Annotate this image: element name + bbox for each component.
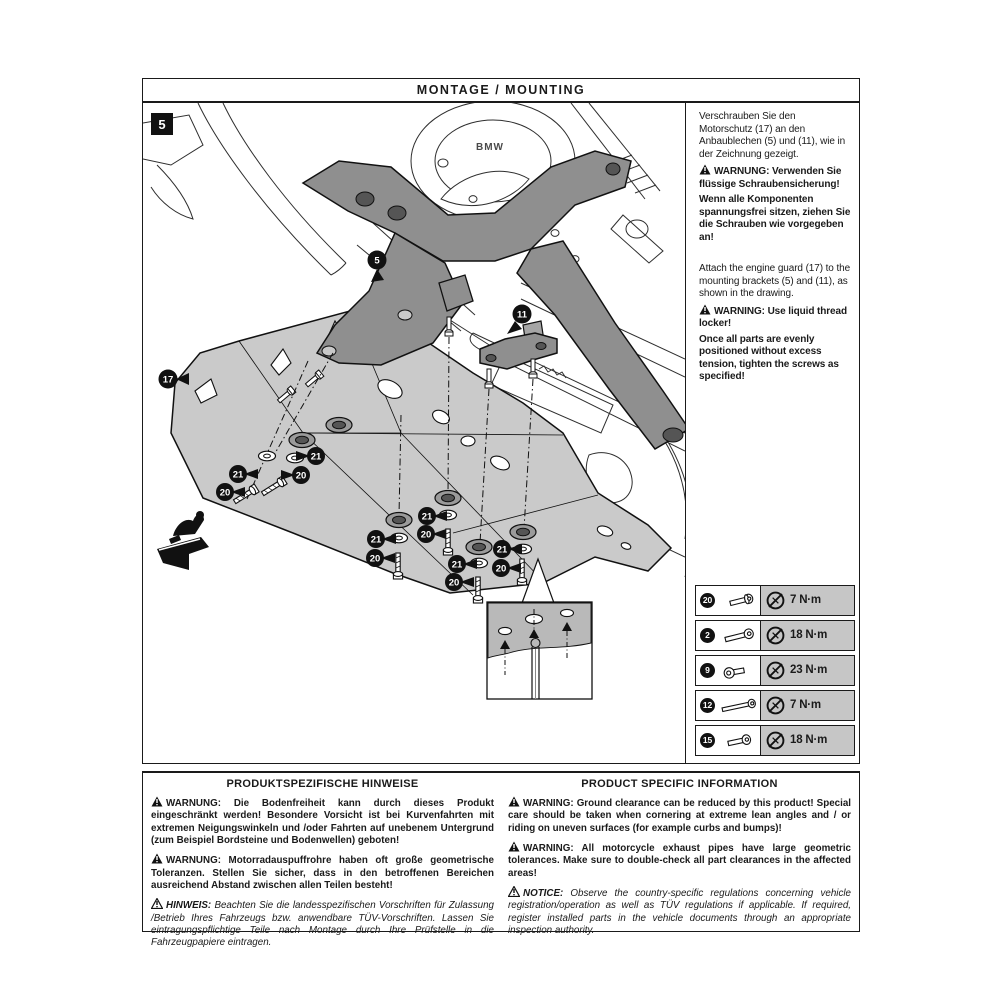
screw-icon: [718, 732, 760, 750]
warning-paragraph: WARNING: All motorcycle exhaust pipes have large geometric tolerances. Make sure to double-check all part clearances in the affected areas!: [508, 842, 851, 879]
svg-text:11: 11: [516, 309, 528, 321]
warning-icon: [699, 304, 711, 315]
svg-text:21: 21: [421, 511, 433, 523]
tip-over-warning-icon: [157, 511, 209, 570]
svg-text:20: 20: [495, 563, 507, 575]
notice-paragraph: NOTICE: Observe the country-specific regulations concerning vehicle registration/operation as well as TÜV regulations if applicable. If required, register installed parts in the vehicle documents through an appropriate inspection authority.: [508, 887, 851, 936]
warning-icon: [699, 164, 711, 175]
torque-value: 7 N·m: [790, 699, 821, 712]
assembly-drawing: [143, 103, 686, 763]
warning-paragraph: WARNUNG: Motorradauspuffrohre haben oft große geometrische Toleranzen. Stellen Sie sicher, dass in den betroffenen Bereichen ausreichend Abstand zwischen allen Teilen besteht!: [151, 855, 494, 891]
svg-text:21: 21: [232, 469, 244, 481]
screw-icon: [718, 662, 760, 680]
svg-text:21: 21: [496, 544, 508, 556]
screw-icon: [718, 697, 760, 715]
torque-value: 18 N·m: [790, 734, 828, 747]
torque-row: [695, 585, 855, 616]
screw-icon: [718, 627, 760, 645]
warning-de: WARNUNG: Verwenden Sie flüssige Schraubensicherung!: [699, 166, 842, 190]
product-info-english: [508, 777, 851, 936]
svg-text:20: 20: [219, 487, 231, 499]
svg-text:20: 20: [420, 529, 432, 541]
svg-text:20: 20: [369, 553, 381, 565]
torque-row: [695, 655, 855, 686]
svg-text:20: 20: [448, 577, 460, 589]
svg-text:17: 17: [162, 374, 174, 386]
instruction-text-column: [691, 103, 859, 763]
warning-paragraph: WARNING: Ground clearance can be reduced by this product! Special care should be taken when cornering at extreme lean angles and / or riding on uneven surfaces (for example curbs and bumps)!: [508, 797, 851, 834]
torque-row: [695, 620, 855, 651]
torque-value: 18 N·m: [790, 629, 828, 642]
info-heading-en: PRODUCT SPECIFIC INFORMATION: [581, 778, 778, 790]
part-badge: 9: [700, 663, 715, 678]
torque-value: 7 N·m: [790, 594, 821, 607]
page-title: MONTAGE / MOUNTING: [143, 79, 859, 103]
product-info-german: [151, 777, 494, 949]
no-power-tool-icon: [765, 695, 786, 716]
instruction-de-2: Wenn alle Komponenten spannungsfrei sitzen, ziehen Sie die Schrauben wie vorgegeben an!: [699, 194, 851, 243]
svg-text:21: 21: [451, 559, 463, 571]
no-power-tool-icon: [765, 625, 786, 646]
mounting-bracket-11: [480, 321, 557, 388]
svg-text:20: 20: [295, 470, 307, 482]
info-heading-de: PRODUKTSPEZIFISCHE HINWEISE: [226, 778, 419, 790]
notice-icon: [508, 886, 520, 897]
part-badge: 20: [700, 593, 715, 608]
instruction-de: Verschrauben Sie den Motorschutz (17) an den Anbaublechen (5) und (11), wie in der Zeichnung gezeigt.: [699, 111, 846, 160]
svg-text:21: 21: [370, 534, 382, 546]
part-badge: 2: [700, 628, 715, 643]
engine-brand-label: BMW: [476, 142, 504, 153]
warning-paragraph: WARNUNG: Die Bodenfreiheit kann durch dieses Produkt eingeschränkt werden! Besondere Vorsicht ist bei Kurvenfahrten mit extremen Neigungswinkeln und /oder Fahrten auf unebenem Untergrund (zum Beispiel Bordsteine und Bodenwellen) geboten!: [151, 797, 494, 846]
torque-row: [695, 690, 855, 721]
mounting-section: [142, 78, 860, 764]
part-badge: 12: [700, 698, 715, 713]
warning-en: WARNING: Use liquid thread locker!: [699, 305, 847, 329]
no-power-tool-icon: [765, 660, 786, 681]
no-power-tool-icon: [765, 590, 786, 611]
product-info-section: [142, 771, 860, 949]
no-power-tool-icon: [765, 730, 786, 751]
notice-icon: [151, 898, 163, 909]
svg-text:21: 21: [310, 451, 322, 463]
warning-icon: [151, 853, 163, 864]
instruction-en-2: Once all parts are evenly positioned without excess tension, tighten the screws as specified!: [699, 333, 839, 382]
step-number-badge: [151, 113, 173, 135]
notice-paragraph: HINWEIS: Beachten Sie die landesspezifischen Vorschriften für Zulassung /Betrieb Ihres Fahrzeugs bzw. anwendbare TÜV-Vorschriften. Lassen Sie eintragungspflichtige Teile nach Montage durch Ihre Prüfstelle in die Fahrzeugpapiere eintragen.: [151, 900, 494, 949]
screw-icon: [718, 592, 760, 610]
warning-icon: [508, 841, 520, 852]
torque-value: 23 N·m: [790, 664, 828, 677]
svg-text:5: 5: [158, 117, 166, 132]
assembly-drawing-svg: [143, 103, 685, 763]
svg-text:5: 5: [374, 255, 380, 267]
warning-icon: [151, 796, 163, 807]
warning-icon: [508, 796, 520, 807]
torque-table: [695, 581, 855, 756]
instruction-en: Attach the engine guard (17) to the mounting brackets (5) and (11), as shown in the drawing.: [699, 263, 851, 299]
torque-row: [695, 725, 855, 756]
part-badge: 15: [700, 733, 715, 748]
